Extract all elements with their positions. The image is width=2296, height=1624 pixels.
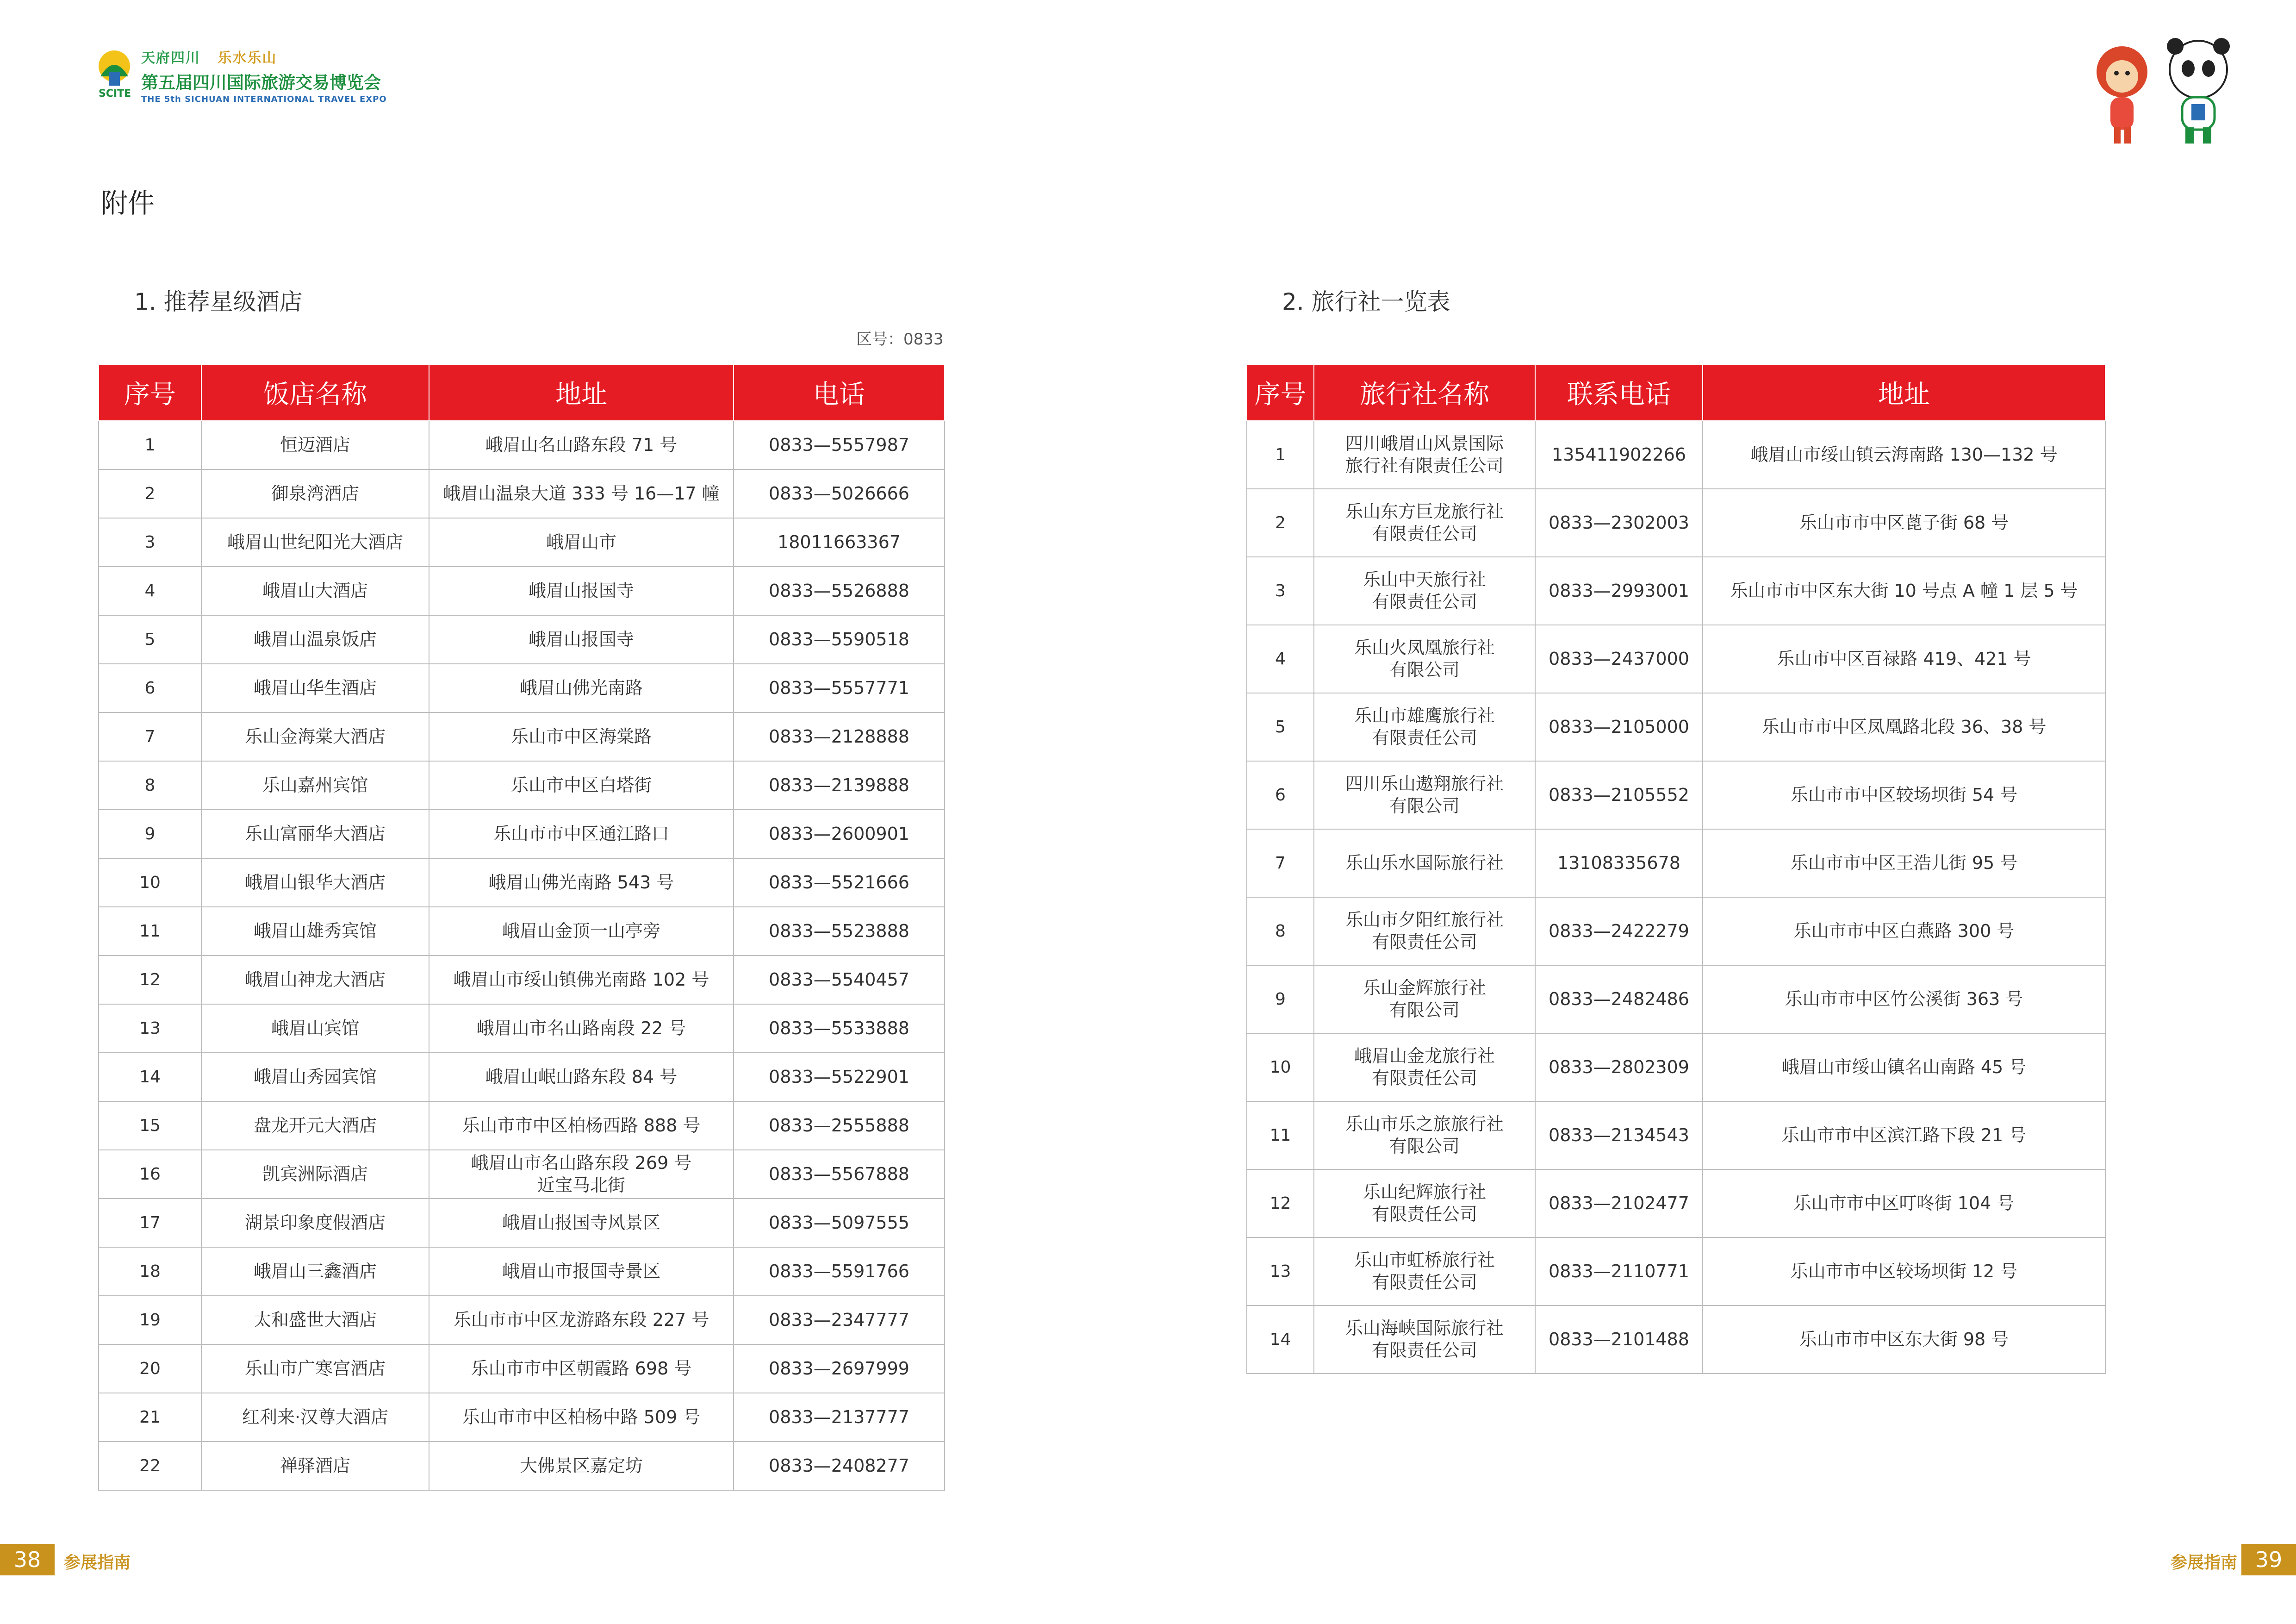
- table-cell: 0833—2408277: [734, 1442, 945, 1490]
- table-cell: 乐山市市中区柏杨西路 888 号: [429, 1101, 734, 1150]
- table-row: [99, 858, 945, 907]
- table-cell: 0833—2697999: [734, 1344, 945, 1393]
- table-cell: 9: [99, 810, 201, 858]
- table-cell: 禅驿酒店: [201, 1442, 429, 1490]
- table-cell: 乐山市市中区龙游路东段 227 号: [429, 1296, 734, 1344]
- table-row: [99, 664, 945, 712]
- table-row: [99, 956, 945, 1004]
- table-cell: 0833—5522901: [734, 1053, 945, 1101]
- panda-mascot-icon: [2167, 38, 2230, 144]
- mascot-illustration: [2083, 37, 2249, 148]
- table-cell: 湖景印象度假酒店: [201, 1199, 429, 1247]
- table-cell: 峨眉山佛光南路 543 号: [429, 858, 734, 907]
- table-cell: 17: [99, 1199, 201, 1247]
- table-cell: 0833—5521666: [734, 858, 945, 907]
- table-cell: 乐山中天旅行社 有限责任公司: [1314, 557, 1535, 625]
- table-cell: 峨眉山市绥山镇名山南路 45 号: [1703, 1033, 2105, 1101]
- table-cell: 峨眉山金龙旅行社 有限责任公司: [1314, 1033, 1535, 1101]
- table-cell: 乐山市市中区东大街 10 号点 A 幢 1 层 5 号: [1703, 557, 2105, 625]
- table-row: [1247, 829, 2105, 897]
- table-row: [99, 1393, 945, 1442]
- table-cell: 峨眉山华生酒店: [201, 664, 429, 712]
- table-cell: 0833—2993001: [1535, 557, 1703, 625]
- table-cell: 0833—2128888: [734, 712, 945, 761]
- table-cell: 14: [99, 1053, 201, 1101]
- table-cell: 乐山市市中区柏杨中路 509 号: [429, 1393, 734, 1442]
- table-cell: 0833—2437000: [1535, 625, 1703, 693]
- hotel-table: [98, 364, 945, 1491]
- table-row: [99, 907, 945, 956]
- table-row: [99, 761, 945, 810]
- table-cell: 峨眉山大酒店: [201, 567, 429, 615]
- table-cell: 0833—2302003: [1535, 489, 1703, 557]
- table-cell: 0833—2555888: [734, 1101, 945, 1150]
- table-row: [99, 1150, 945, 1199]
- table-cell: 峨眉山市名山路东段 269 号 近宝马北街: [429, 1150, 734, 1199]
- table-cell: 乐山市中区白塔街: [429, 761, 734, 810]
- table-cell: 凯宾洲际酒店: [201, 1150, 429, 1199]
- table-cell: 0833—5523888: [734, 907, 945, 956]
- monkey-mascot-icon: [2097, 46, 2147, 144]
- table-row: [99, 1199, 945, 1247]
- hotels-section-title: 1. 推荐星级酒店: [134, 288, 303, 315]
- table-cell: 22: [99, 1442, 201, 1490]
- table-cell: 峨眉山市绥山镇云海南路 130—132 号: [1703, 421, 2105, 489]
- column-header: 序号: [99, 364, 201, 421]
- column-header: 地址: [429, 364, 734, 421]
- table-cell: 峨眉山世纪阳光大酒店: [201, 518, 429, 567]
- page-number-right: 39: [2241, 1544, 2296, 1575]
- table-cell: 0833—2600901: [734, 810, 945, 858]
- table-cell: 乐山富丽华大酒店: [201, 810, 429, 858]
- table-cell: 乐山嘉州宾馆: [201, 761, 429, 810]
- table-cell: 12: [99, 956, 201, 1004]
- page-heading: 附件: [101, 187, 155, 219]
- table-cell: 6: [1247, 761, 1314, 829]
- table-cell: 乐山市夕阳红旅行社 有限责任公司: [1314, 897, 1535, 965]
- table-cell: 0833—5590518: [734, 615, 945, 664]
- table-cell: 14: [1247, 1305, 1314, 1374]
- table-row: [1247, 1169, 2105, 1237]
- table-cell: 13: [1247, 1237, 1314, 1305]
- table-cell: 0833—5557771: [734, 664, 945, 712]
- column-header: 地址: [1703, 364, 2105, 421]
- table-cell: 乐山市市中区王浩儿街 95 号: [1703, 829, 2105, 897]
- table-cell: 0833—2102477: [1535, 1169, 1703, 1237]
- table-cell: 峨眉山市绥山镇佛光南路 102 号: [429, 956, 734, 1004]
- table-row: [99, 712, 945, 761]
- table-cell: 峨眉山温泉饭店: [201, 615, 429, 664]
- table-row: [99, 1442, 945, 1490]
- table-row: [1247, 965, 2105, 1033]
- table-row: [1247, 625, 2105, 693]
- table-row: [1247, 421, 2105, 489]
- table-cell: 18011663367: [734, 518, 945, 567]
- table-cell: 1: [99, 421, 201, 469]
- table-cell: 21: [99, 1393, 201, 1442]
- table-cell: 13108335678: [1535, 829, 1703, 897]
- table-cell: 11: [99, 907, 201, 956]
- table-cell: 峨眉山市: [429, 518, 734, 567]
- table-cell: 峨眉山金顶一山亭旁: [429, 907, 734, 956]
- area-code: 区号：0833: [856, 330, 944, 349]
- table-cell: 乐山东方巨龙旅行社 有限责任公司: [1314, 489, 1535, 557]
- page-number-left: 38: [0, 1544, 55, 1575]
- table-cell: 乐山市市中区通江路口: [429, 810, 734, 858]
- brand-text: SCITE: [99, 88, 131, 100]
- table-cell: 乐山纪辉旅行社 有限责任公司: [1314, 1169, 1535, 1237]
- tagline-left: 天府四川: [141, 50, 200, 66]
- table-cell: 1: [1247, 421, 1314, 489]
- table-row: [1247, 897, 2105, 965]
- table-cell: 0833—2347777: [734, 1296, 945, 1344]
- table-cell: 18: [99, 1247, 201, 1296]
- table-cell: 恒迈酒店: [201, 421, 429, 469]
- table-cell: 乐山市市中区白燕路 300 号: [1703, 897, 2105, 965]
- table-cell: 20: [99, 1344, 201, 1393]
- table-row: [99, 1053, 945, 1101]
- table-cell: 7: [99, 712, 201, 761]
- table-cell: 8: [99, 761, 201, 810]
- table-row: [1247, 761, 2105, 829]
- table-cell: 乐山市市中区较场坝街 12 号: [1703, 1237, 2105, 1305]
- table-cell: 13: [99, 1004, 201, 1053]
- column-header: 序号: [1247, 364, 1314, 421]
- footer-label-right: 参展指南: [2171, 1553, 2238, 1572]
- table-cell: 峨眉山三鑫酒店: [201, 1247, 429, 1296]
- table-cell: 乐山市中区海棠路: [429, 712, 734, 761]
- table-cell: 峨眉山报国寺风景区: [429, 1199, 734, 1247]
- column-header: 电话: [734, 364, 945, 421]
- table-cell: 2: [99, 469, 201, 518]
- table-cell: 乐山市乐之旅旅行社 有限公司: [1314, 1101, 1535, 1169]
- table-row: [99, 1344, 945, 1393]
- column-header: 旅行社名称: [1314, 364, 1535, 421]
- table-cell: 峨眉山雄秀宾馆: [201, 907, 429, 956]
- table-row: [99, 1247, 945, 1296]
- table-cell: 大佛景区嘉定坊: [429, 1442, 734, 1490]
- table-cell: 峨眉山报国寺: [429, 615, 734, 664]
- table-cell: 太和盛世大酒店: [201, 1296, 429, 1344]
- table-cell: 乐山市虹桥旅行社 有限责任公司: [1314, 1237, 1535, 1305]
- table-cell: 19: [99, 1296, 201, 1344]
- table-cell: 乐山市市中区竹公溪街 363 号: [1703, 965, 2105, 1033]
- table-cell: 峨眉山市名山路南段 22 号: [429, 1004, 734, 1053]
- table-cell: 5: [1247, 693, 1314, 761]
- table-cell: 乐山市中区百禄路 419、421 号: [1703, 625, 2105, 693]
- table-cell: 乐山市市中区凤凰路北段 36、38 号: [1703, 693, 2105, 761]
- table-row: [99, 421, 945, 469]
- table-row: [1247, 489, 2105, 557]
- table-row: [1247, 693, 2105, 761]
- table-cell: 峨眉山佛光南路: [429, 664, 734, 712]
- table-row: [99, 567, 945, 615]
- table-cell: 四川峨眉山风景国际 旅行社有限责任公司: [1314, 421, 1535, 489]
- column-header: 联系电话: [1535, 364, 1703, 421]
- table-cell: 7: [1247, 829, 1314, 897]
- table-cell: 乐山海峡国际旅行社 有限责任公司: [1314, 1305, 1535, 1374]
- table-cell: 乐山市市中区朝霞路 698 号: [429, 1344, 734, 1393]
- table-cell: 峨眉山名山路东段 71 号: [429, 421, 734, 469]
- table-cell: 峨眉山神龙大酒店: [201, 956, 429, 1004]
- table-cell: 9: [1247, 965, 1314, 1033]
- table-cell: 12: [1247, 1169, 1314, 1237]
- table-cell: 乐山市雄鹰旅行社 有限责任公司: [1314, 693, 1535, 761]
- table-cell: 15: [99, 1101, 201, 1150]
- table-row: [99, 1296, 945, 1344]
- table-cell: 0833—5526888: [734, 567, 945, 615]
- table-cell: 0833—2139888: [734, 761, 945, 810]
- table-cell: 峨眉山银华大酒店: [201, 858, 429, 907]
- table-cell: 乐山金辉旅行社 有限公司: [1314, 965, 1535, 1033]
- table-cell: 峨眉山秀园宾馆: [201, 1053, 429, 1101]
- footer-label-left: 参展指南: [64, 1553, 131, 1572]
- table-row: [99, 518, 945, 567]
- table-cell: 0833—2137777: [734, 1393, 945, 1442]
- table-row: [1247, 1237, 2105, 1305]
- table-cell: 乐山市市中区滨江路下段 21 号: [1703, 1101, 2105, 1169]
- table-row: [1247, 557, 2105, 625]
- table-cell: 乐山市广寒宫酒店: [201, 1344, 429, 1393]
- table-row: [99, 615, 945, 664]
- table-cell: 乐山市市中区蓖子街 68 号: [1703, 489, 2105, 557]
- table-cell: 10: [1247, 1033, 1314, 1101]
- table-row: [99, 810, 945, 858]
- table-cell: 0833—2105000: [1535, 693, 1703, 761]
- table-cell: 0833—5591766: [734, 1247, 945, 1296]
- table-cell: 6: [99, 664, 201, 712]
- table-cell: 乐山市市中区东大街 98 号: [1703, 1305, 2105, 1374]
- table-cell: 峨眉山岷山路东段 84 号: [429, 1053, 734, 1101]
- tagline-right: 乐水乐山: [218, 50, 277, 66]
- table-row: [1247, 1305, 2105, 1374]
- table-cell: 0833—5540457: [734, 956, 945, 1004]
- table-cell: 5: [99, 615, 201, 664]
- table-cell: 8: [1247, 897, 1314, 965]
- table-row: [1247, 1101, 2105, 1169]
- table-cell: 盘龙开元大酒店: [201, 1101, 429, 1150]
- table-cell: 0833—2105552: [1535, 761, 1703, 829]
- table-cell: 乐山市市中区叮咚街 104 号: [1703, 1169, 2105, 1237]
- expo-title: 第五届四川国际旅游交易博览会: [141, 73, 381, 93]
- table-cell: 峨眉山宾馆: [201, 1004, 429, 1053]
- table-cell: 16: [99, 1150, 201, 1199]
- table-cell: 峨眉山温泉大道 333 号 16—17 幢: [429, 469, 734, 518]
- table-cell: 乐山市市中区较场坝街 54 号: [1703, 761, 2105, 829]
- table-cell: 红利来·汉尊大酒店: [201, 1393, 429, 1442]
- table-cell: 乐山乐水国际旅行社: [1314, 829, 1535, 897]
- table-cell: 0833—2134543: [1535, 1101, 1703, 1169]
- table-cell: 乐山金海棠大酒店: [201, 712, 429, 761]
- table-cell: 0833—5567888: [734, 1150, 945, 1199]
- table-cell: 御泉湾酒店: [201, 469, 429, 518]
- table-row: [99, 469, 945, 518]
- table-cell: 乐山火凤凰旅行社 有限公司: [1314, 625, 1535, 693]
- table-cell: 四川乐山遨翔旅行社 有限公司: [1314, 761, 1535, 829]
- expo-subtitle: THE 5th SICHUAN INTERNATIONAL TRAVEL EXPO: [141, 94, 387, 104]
- table-cell: 4: [1247, 625, 1314, 693]
- table-row: [99, 1101, 945, 1150]
- table-cell: 0833—2802309: [1535, 1033, 1703, 1101]
- table-cell: 0833—5557987: [734, 421, 945, 469]
- agency-table: [1246, 364, 2106, 1374]
- table-cell: 3: [1247, 557, 1314, 625]
- table-row: [1247, 1033, 2105, 1101]
- table-cell: 4: [99, 567, 201, 615]
- table-cell: 0833—5533888: [734, 1004, 945, 1053]
- table-cell: 0833—2110771: [1535, 1237, 1703, 1305]
- table-cell: 11: [1247, 1101, 1314, 1169]
- table-cell: 峨眉山市报国寺景区: [429, 1247, 734, 1296]
- table-cell: 3: [99, 518, 201, 567]
- table-cell: 10: [99, 858, 201, 907]
- table-cell: 135411902266: [1535, 421, 1703, 489]
- table-cell: 峨眉山报国寺: [429, 567, 734, 615]
- table-cell: 0833—5026666: [734, 469, 945, 518]
- table-cell: 2: [1247, 489, 1314, 557]
- table-cell: 0833—2422279: [1535, 897, 1703, 965]
- table-cell: 0833—5097555: [734, 1199, 945, 1247]
- table-row: [99, 1004, 945, 1053]
- table-cell: 0833—2482486: [1535, 965, 1703, 1033]
- agencies-section-title: 2. 旅行社一览表: [1282, 288, 1450, 315]
- column-header: 饭店名称: [201, 364, 429, 421]
- table-cell: 0833—2101488: [1535, 1305, 1703, 1374]
